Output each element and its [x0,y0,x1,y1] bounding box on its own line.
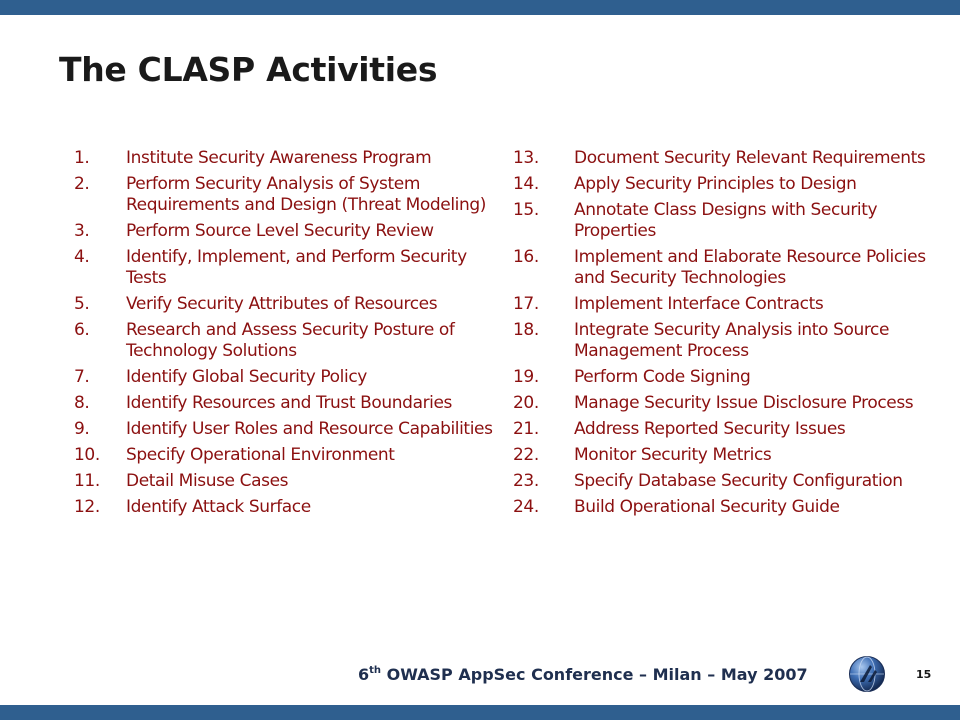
list-item [74,419,494,440]
item-number: 8. [74,393,90,413]
item-number: 24. [513,497,539,517]
item-number: 13. [513,148,539,168]
item-text: Address Reported Security Issues [574,419,846,439]
list-item [513,393,933,414]
item-text: Monitor Security Metrics [574,445,772,465]
item-number: 22. [513,445,539,465]
slide-title: The CLASP Activities [59,50,438,89]
item-text: Identify User Roles and Resource Capabilities [126,419,493,439]
item-number: 9. [74,419,90,439]
item-number: 17. [513,294,539,314]
item-number: 2. [74,174,90,194]
activities-list-left [74,148,494,523]
list-item [74,393,494,414]
top-bar [0,0,960,15]
list-item [74,247,494,289]
activities-list-right [513,148,933,523]
list-item [74,221,494,242]
list-item [74,445,494,466]
item-number: 4. [74,247,90,267]
item-number: 21. [513,419,539,439]
list-item [74,367,494,388]
item-number: 15. [513,200,539,220]
item-text: Perform Code Signing [574,367,751,387]
item-text: Identify Attack Surface [126,497,311,517]
list-item [513,247,933,289]
item-number: 11. [74,471,100,491]
item-text: Specify Database Security Configuration [574,471,903,491]
item-number: 3. [74,221,90,241]
item-text: Institute Security Awareness Program [126,148,432,168]
list-item [513,148,933,169]
item-text: Implement and Elaborate Resource Policies and Security Technologies [574,247,926,288]
list-item [74,148,494,169]
list-item [513,419,933,440]
item-text: Perform Source Level Security Review [126,221,434,241]
list-item [513,471,933,492]
item-text: Verify Security Attributes of Resources [126,294,438,314]
list-item [513,497,933,518]
list-item [513,174,933,195]
item-number: 5. [74,294,90,314]
list-item [513,445,933,466]
item-text: Document Security Relevant Requirements [574,148,926,168]
list-item [74,294,494,315]
item-number: 19. [513,367,539,387]
item-number: 23. [513,471,539,491]
list-item [74,174,494,216]
item-text: Identify Resources and Trust Boundaries [126,393,453,413]
item-text: Implement Interface Contracts [574,294,824,314]
item-number: 1. [74,148,90,168]
item-number: 14. [513,174,539,194]
footer-ordinal-suffix: th [369,665,382,676]
footer-conference-text [358,665,808,684]
item-text: Perform Security Analysis of System Requirements and Design (Threat Modeling) [126,174,486,215]
item-text: Research and Assess Security Posture of Technology Solutions [126,320,455,361]
item-number: 12. [74,497,100,517]
item-number: 6. [74,320,90,340]
item-text: Annotate Class Designs with Security Properties [574,200,878,241]
item-text: Build Operational Security Guide [574,497,840,517]
list-item [513,294,933,315]
footer-ordinal-number: 6 [358,665,370,684]
item-number: 20. [513,393,539,413]
item-text: Specify Operational Environment [126,445,395,465]
item-text: Detail Misuse Cases [126,471,289,491]
bottom-bar [0,705,960,720]
list-item [513,200,933,242]
item-number: 18. [513,320,539,340]
list-item [74,320,494,362]
footer-conference-name: OWASP AppSec Conference – Milan – May 2007 [381,665,808,684]
item-number: 16. [513,247,539,267]
item-text: Manage Security Issue Disclosure Process [574,393,914,413]
item-text: Identify, Implement, and Perform Security Tests [126,247,467,288]
list-item [74,497,494,518]
page-number: 15 [916,668,932,681]
item-text: Apply Security Principles to Design [574,174,857,194]
item-number: 10. [74,445,100,465]
item-number: 7. [74,367,90,387]
list-item [513,367,933,388]
owasp-globe-icon [848,655,886,693]
list-item [513,320,933,362]
item-text: Identify Global Security Policy [126,367,367,387]
item-text: Integrate Security Analysis into Source Management Process [574,320,890,361]
list-item [74,471,494,492]
